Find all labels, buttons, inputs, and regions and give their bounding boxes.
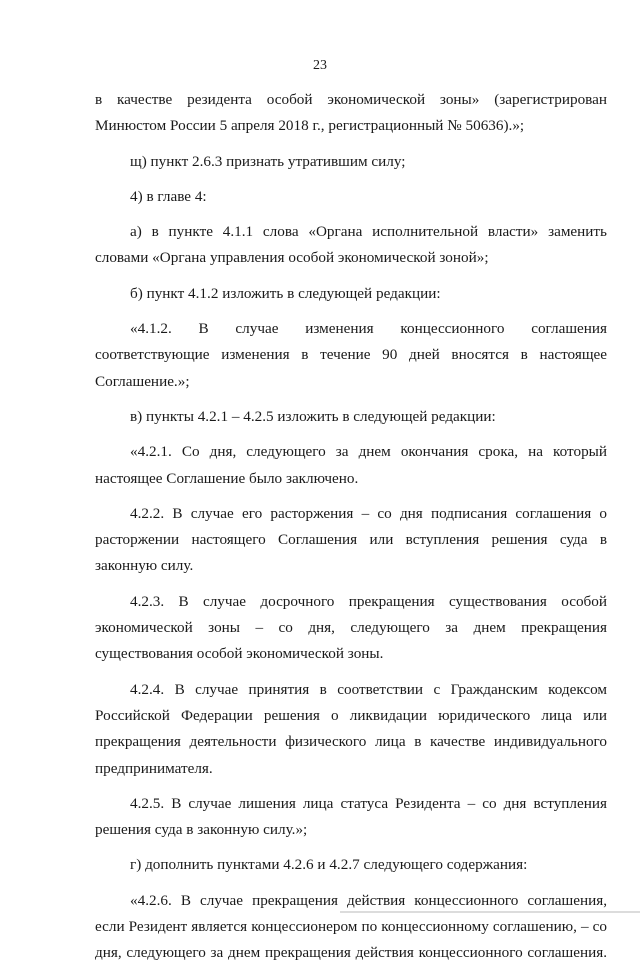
paragraph-item-v: в) пункты 4.2.1 – 4.2.5 изложить в следующей редакции: — [130, 407, 496, 425]
paragraph-continuation: в качестве резидента особой экономической зоны» (зарегистрирован Минюстом России 5 апреля 2018 г., регистрационный № 50636).»; — [95, 91, 607, 135]
paragraph-clause-4-1-2: «4.1.2. В случае изменения концессионного соглашения соответствующие изменения в течение 90 дней вносятся в настоящее Соглашение.»; — [95, 320, 607, 390]
paragraph-clause-4-2-5: 4.2.5. В случае лишения лица статуса Резидента – со дня вступления решения суда в законную силу.»; — [95, 794, 607, 839]
scan-edge-line — [340, 911, 640, 913]
paragraph-clause-4-2-6: «4.2.6. В случае прекращения действия концессионного соглашения, если Резидент является концессионером по концессионному соглашению, – со дня, следующего за днем прекращения действия концессионного соглашения. — [95, 891, 607, 962]
paragraph-clause-4-2-2: 4.2.2. В случае его расторжения – со дня подписания соглашения о расторжении настоящего Соглашения или вступления решения суда в законную силу. — [95, 504, 607, 575]
paragraph-clause-4-2-4: 4.2.4. В случае принятия в соответствии с Гражданским кодексом Российской Федерации решения о ликвидации юридического лица или прекращения деятельности физического лица в качестве индивидуального предпринимателя. — [95, 680, 607, 777]
paragraph-clause-4-2-3: 4.2.3. В случае досрочного прекращения существования особой экономической зоны – со дня, следующего за днем прекращения существования особой экономической зоны. — [95, 592, 607, 663]
paragraph-clause-4-2-1: «4.2.1. Со дня, следующего за днем окончания срока, на который настоящее Соглашение было заключено. — [95, 443, 607, 487]
page-number: 23 — [313, 58, 327, 73]
paragraph-item-b: б) пункт 4.1.2 изложить в следующей редакции: — [130, 284, 441, 302]
document-body — [95, 87, 607, 967]
paragraph-item-4: 4) в главе 4: — [130, 187, 207, 205]
paragraph-item-g: г) дополнить пунктами 4.2.6 и 4.2.7 следующего содержания: — [130, 856, 528, 874]
paragraph-item-shch: щ) пункт 2.6.3 признать утратившим силу; — [130, 152, 406, 170]
paragraph-item-a: а) в пункте 4.1.1 слова «Органа исполнительной власти» заменить словами «Органа управления особой экономической зоной»; — [95, 223, 607, 267]
